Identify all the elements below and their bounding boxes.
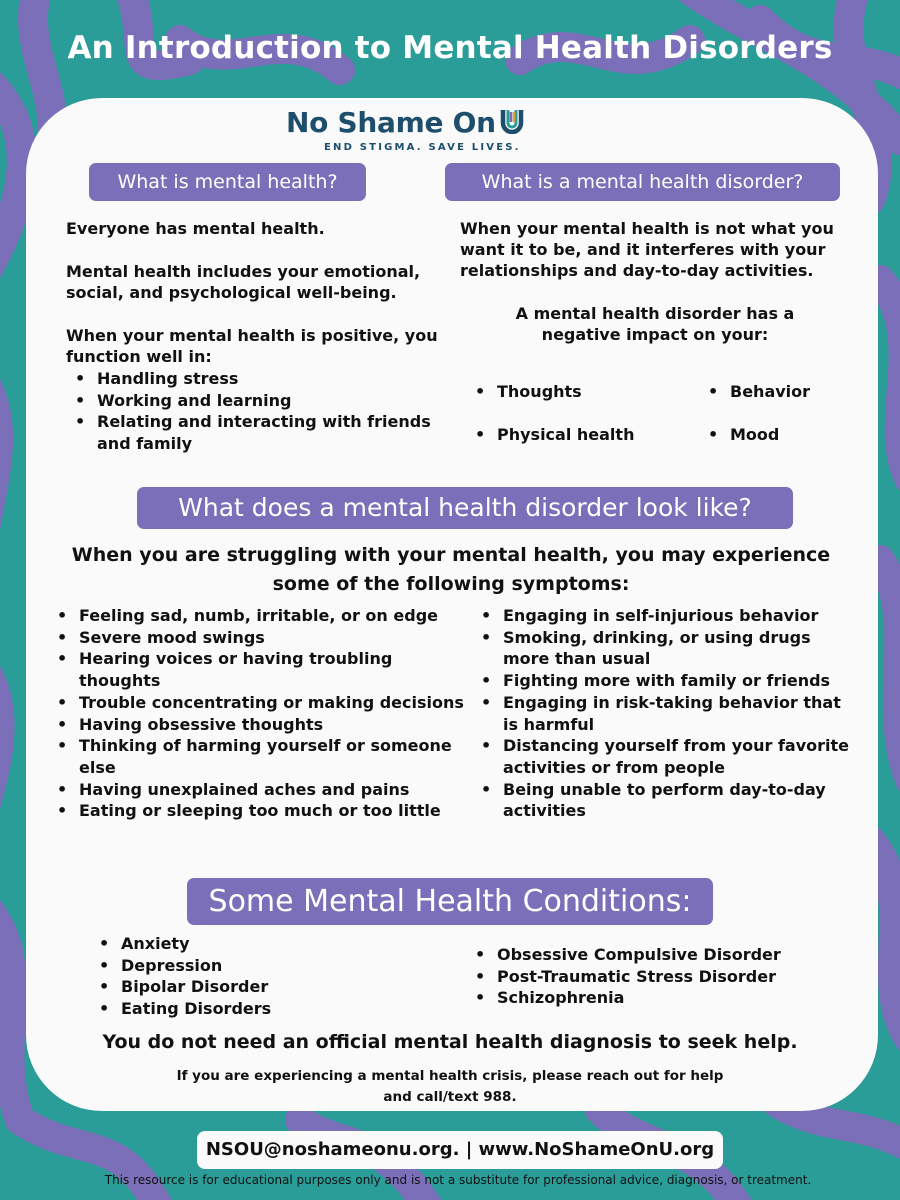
symptoms-list-left	[49, 605, 469, 822]
list-item: • Distancing yourself from your favorite activities or from people	[473, 735, 858, 778]
list-item: • Being unable to perform day-to-day activities	[473, 779, 858, 822]
list-item: • Physical health	[467, 424, 667, 446]
contact-info[interactable]: NSOU@noshameonu.org. | www.NoShameOnU.org	[197, 1131, 723, 1169]
list-item: • Thinking of harming yourself or someone else	[49, 735, 469, 778]
list-item: • Schizophrenia	[467, 987, 847, 1009]
brand-logo	[286, 106, 586, 153]
list-item: • Bipolar Disorder	[91, 976, 371, 998]
impact-list-right	[700, 381, 850, 403]
crisis-note: If you are experiencing a mental health crisis, please reach out for help and call/text 988.	[176, 1068, 724, 1105]
mental-health-p2: Mental health includes your emotional, social, and psychological well-being.	[66, 262, 421, 302]
mental-health-p1: Everyone has mental health.	[66, 219, 325, 238]
diagnosis-note: You do not need an official mental health diagnosis to seek help.	[102, 1031, 798, 1053]
mental-health-list	[67, 368, 437, 455]
list-item: • Having obsessive thoughts	[49, 714, 469, 736]
list-item: • Handling stress	[67, 368, 437, 390]
symptoms-intro: When you are struggling with your mental health, you may experience some of the following symptoms:	[71, 544, 831, 595]
list-item: • Eating or sleeping too much or too little	[49, 800, 469, 822]
list-item: • Having unexplained aches and pains	[49, 779, 469, 801]
list-item: • Working and learning	[67, 390, 437, 412]
list-item: • Depression	[91, 955, 371, 977]
list-item: • Behavior	[700, 381, 850, 403]
page-title: An Introduction to Mental Health Disorders	[67, 30, 833, 66]
impact-list-left-2	[467, 424, 667, 446]
list-item: • Post-Traumatic Stress Disorder	[467, 966, 847, 988]
logo-u-icon	[499, 108, 525, 138]
list-item: • Thoughts	[467, 381, 667, 403]
logo-tagline: END STIGMA. SAVE LIVES.	[324, 142, 521, 153]
conditions-list-left	[91, 933, 371, 1020]
heading-what-is-mental-health: What is mental health?	[89, 163, 366, 201]
logo-wordmark: No Shame On	[286, 106, 496, 139]
heading-what-is-disorder: What is a mental health disorder?	[445, 163, 840, 201]
heading-some-conditions: Some Mental Health Conditions:	[187, 878, 713, 925]
mental-health-p3: When your mental health is positive, you function well in:	[66, 326, 438, 366]
list-item: • Feeling sad, numb, irritable, or on edge	[49, 605, 469, 627]
list-item: • Severe mood swings	[49, 627, 469, 649]
list-item: • Obsessive Compulsive Disorder	[467, 944, 847, 966]
list-item: • Trouble concentrating or making decisions	[49, 692, 469, 714]
disorder-p1: When your mental health is not what you want it to be, and it interferes with your relationships and day-to-day activities.	[460, 219, 834, 280]
disclaimer: This resource is for educational purposes only and is not a substitute for professional advice, diagnosis, or treatment.	[104, 1173, 812, 1187]
impact-list-left	[467, 381, 667, 403]
list-item: • Hearing voices or having troubling thoughts	[49, 648, 469, 691]
symptoms-list-right	[473, 605, 858, 822]
conditions-list-right	[467, 944, 847, 1009]
impact-list-right-2	[700, 424, 850, 446]
list-item: • Engaging in self-injurious behavior	[473, 605, 858, 627]
list-item: • Smoking, drinking, or using drugs more than usual	[473, 627, 858, 670]
list-item: • Relating and interacting with friends and family	[67, 411, 437, 454]
list-item: • Eating Disorders	[91, 998, 371, 1020]
list-item: • Fighting more with family or friends	[473, 670, 858, 692]
list-item: • Engaging in risk-taking behavior that is harmful	[473, 692, 858, 735]
disorder-p2: A mental health disorder has a negative impact on your:	[515, 304, 795, 344]
list-item: • Mood	[700, 424, 850, 446]
heading-what-does-disorder-look-like: What does a mental health disorder look like?	[137, 487, 793, 529]
list-item: • Anxiety	[91, 933, 371, 955]
svg-text:U: U	[511, 132, 513, 133]
